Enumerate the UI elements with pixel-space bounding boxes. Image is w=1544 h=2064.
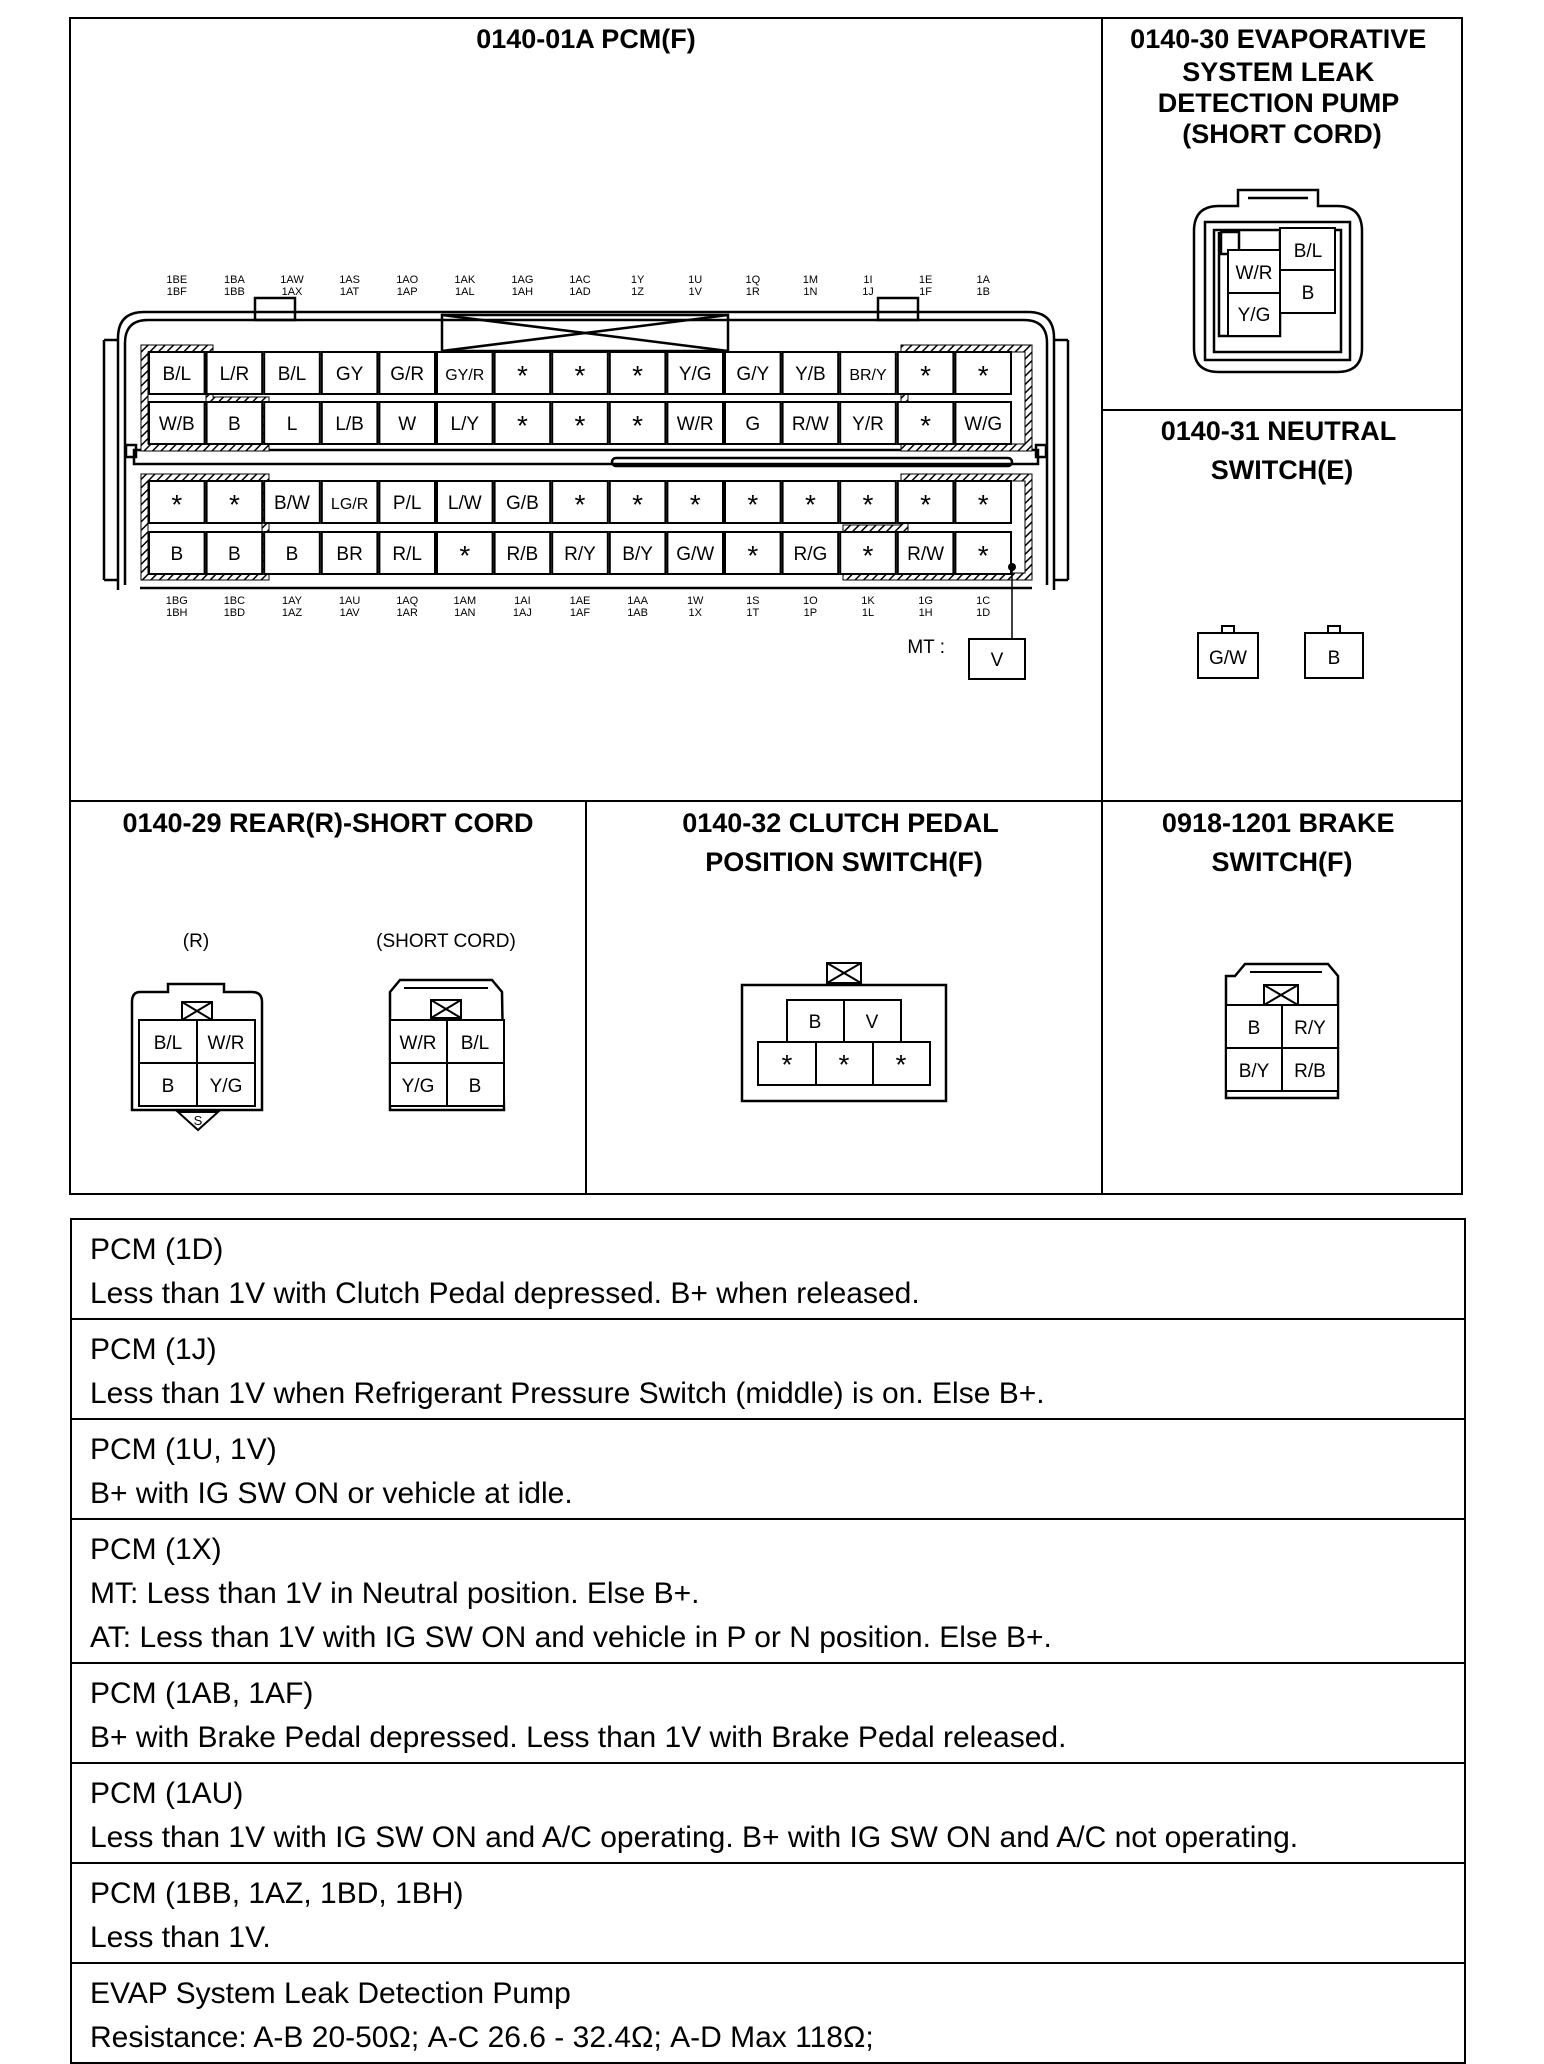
pcm-pin-label: 1AL [455, 286, 475, 298]
pcm-pin-label: 1Z [631, 286, 645, 298]
pcm-cavity-label: R/W [907, 544, 945, 565]
pcm-pin-label: 1K [861, 595, 875, 607]
short-cord-cell-bl: B/L [460, 1033, 490, 1054]
pcm-cavity-label: * [574, 410, 586, 441]
pcm-cavity-label: * [862, 540, 874, 571]
pcm-pin-label: 1AB [627, 607, 648, 619]
brake-cell-b: B [1247, 1018, 1261, 1039]
clutch-panel-title: 0140-32 CLUTCH PEDAL POSITION SWITCH(F) [682, 808, 999, 877]
pcm-cavity-label: Y/G [678, 364, 712, 385]
pcm-pin-label: 1AH [511, 286, 534, 298]
pcm-pin-label: 1Q [745, 274, 761, 286]
neutral-panel-title: 0140-31 NEUTRAL SWITCH(E) [1160, 416, 1396, 485]
pcm-cavity-label: * [920, 489, 932, 520]
pcm-cavity-label: L/R [219, 364, 250, 385]
pcm-pin-label: 1BB [224, 286, 245, 298]
pcm-cavity-label: R/B [506, 544, 539, 565]
pcm-cavity-label: G/Y [736, 364, 770, 385]
note-line: Less than 1V with IG SW ON and A/C operating. B+ with IG SW ON and A/C not operating. [90, 1821, 1299, 1854]
clutch-cell-star-2: * [838, 1049, 850, 1080]
note-line: Resistance: A-B 20-50Ω; A-C 26.6 - 32.4Ω; A-D Max 118Ω; [90, 2021, 874, 2054]
pcm-cavity-label: * [920, 410, 932, 441]
note-heading: PCM (1AB, 1AF) [90, 1677, 314, 1710]
rear-r-cell-bl: B/L [153, 1033, 183, 1054]
rear-r-connector [132, 984, 262, 1130]
pcm-pin-label: 1AD [569, 286, 591, 298]
pcm-cavity-label: Y/B [795, 364, 826, 385]
pcm-cavity-label: B/L [277, 364, 307, 385]
pcm-pin-label: 1AN [454, 607, 476, 619]
note-row [72, 1520, 1464, 1664]
pcm-cavity-label: * [804, 489, 816, 520]
evap-panel [1130, 24, 1434, 372]
brake-panel [1162, 808, 1402, 1098]
brake-panel-title: 0918-1201 BRAKE SWITCH(F) [1161, 808, 1395, 877]
pcm-bottom-pin-labels [166, 595, 990, 619]
rear-r-cell-yg: Y/G [209, 1076, 243, 1097]
neutral-cell-gw: G/W [1209, 648, 1247, 669]
pcm-cavity-label: L/Y [450, 414, 480, 435]
pcm-cavity-label: GY/R [445, 367, 485, 384]
pcm-pin-label: 1BE [166, 274, 188, 286]
note-heading: PCM (1AU) [90, 1777, 244, 1810]
pcm-cavity-label: * [977, 489, 989, 520]
pcm-cavity-label: B/W [274, 493, 310, 514]
pcm-cavity-label: * [171, 489, 183, 520]
clutch-cell-star-1: * [781, 1049, 793, 1080]
pcm-pin-label: 1W [686, 595, 704, 607]
pcm-cavity-label: P/L [392, 493, 422, 514]
pcm-cavity-label: * [747, 489, 759, 520]
note-row [72, 1664, 1464, 1764]
neutral-cell-b: B [1327, 648, 1341, 669]
pcm-pin-label: 1BD [223, 607, 246, 619]
pcm-pin-label: 1M [802, 274, 819, 286]
pcm-pin-label: 1AG [511, 274, 534, 286]
pcm-pin-label: 1B [976, 286, 990, 298]
note-row [72, 1764, 1464, 1864]
clutch-cell-star-3: * [895, 1049, 907, 1080]
note-row [72, 1420, 1464, 1520]
evap-cell-bl: B/L [1293, 241, 1323, 262]
pcm-pin-label: 1BH [166, 607, 188, 619]
rear-r-cell-wr: W/R [207, 1033, 245, 1054]
pcm-pin-label: 1E [918, 274, 933, 286]
note-row [72, 1864, 1464, 1964]
short-cord-cell-wr: W/R [399, 1033, 437, 1054]
clutch-cell-v: V [865, 1012, 879, 1033]
pcm-pin-label: 1G [918, 595, 933, 607]
pcm-cavity-label: G [745, 414, 761, 435]
rear-label-short-cord: (SHORT CORD) [376, 931, 516, 952]
pcm-pin-label: 1T [746, 607, 760, 619]
pcm-cavity-label: G/W [676, 544, 715, 565]
pcm-pin-label: 1AU [338, 595, 361, 607]
note-heading: PCM (1D) [90, 1233, 224, 1266]
pcm-pin-label: 1AQ [396, 595, 419, 607]
evap-cell-yg: Y/G [1237, 305, 1271, 326]
pcm-cavity-label: W/B [158, 414, 195, 435]
pcm-cavity-label: W/R [676, 414, 714, 435]
pcm-cavity-label: R/Y [564, 544, 596, 565]
brake-cell-ry: R/Y [1294, 1018, 1326, 1039]
pcm-pin-label: 1I [863, 274, 873, 286]
pcm-cavity-label: L [286, 414, 298, 435]
pcm-cavity-label: G/B [506, 493, 539, 514]
note-line: B+ with Brake Pedal depressed. Less than 1V with Brake Pedal released. [90, 1721, 1067, 1754]
pcm-pin-label: 1AZ [281, 607, 303, 619]
pcm-pin-label: 1BF [166, 286, 187, 298]
pcm-cavity-label: B [228, 414, 241, 435]
pcm-cavity-label: BR [336, 544, 363, 565]
pcm-cavity-label: B/Y [622, 544, 653, 565]
pcm-pin-label: 1AA [627, 595, 648, 607]
pcm-pin-label: 1BC [223, 595, 246, 607]
pcm-cavity-label: B [170, 544, 184, 565]
pcm-cavity-label: B/L [162, 364, 192, 385]
rear-panel [122, 808, 533, 1130]
pcm-pin-label: 1N [803, 286, 818, 298]
short-cord-cell-yg: Y/G [401, 1076, 435, 1097]
mt-value: V [990, 650, 1004, 671]
rear-r-cell-b: B [161, 1076, 175, 1097]
pcm-cavity-label: * [574, 489, 586, 520]
rear-r-mark: S [193, 1113, 203, 1128]
pcm-pin-label: 1AE [569, 595, 591, 607]
pcm-cavity-label: R/W [791, 414, 829, 435]
pcm-cavity-label: * [977, 360, 989, 391]
note-row [72, 1964, 1464, 2062]
clutch-cell-b: B [808, 1012, 822, 1033]
pcm-pin-label: 1AO [396, 274, 419, 286]
note-row [72, 1320, 1464, 1420]
pcm-pin-label: 1AJ [512, 607, 532, 619]
pcm-cavity-label: * [459, 540, 471, 571]
pcm-pin-label: 1P [803, 607, 818, 619]
pcm-top-pin-labels [166, 274, 990, 298]
pcm-pin-label: 1H [918, 607, 933, 619]
pcm-pin-label: 1AW [280, 274, 304, 286]
note-line: Less than 1V when Refrigerant Pressure Switch (middle) is on. Else B+. [90, 1377, 1045, 1410]
pcm-pin-label: 1AM [453, 595, 477, 607]
pcm-cavity-label: * [862, 489, 874, 520]
note-line: B+ with IG SW ON or vehicle at idle. [90, 1477, 573, 1510]
pcm-pin-label: 1AV [339, 607, 360, 619]
pcm-pin-label: 1V [688, 286, 702, 298]
pcm-pin-label: 1O [803, 595, 818, 607]
pcm-connector [104, 274, 1068, 679]
pcm-cavity-label: W [398, 414, 417, 435]
pcm-cavity-label: BR/Y [849, 367, 887, 384]
pcm-pin-label: 1S [746, 595, 760, 607]
pcm-pin-label: 1AI [514, 595, 531, 607]
pcm-cavity-label: * [920, 360, 932, 391]
pcm-pin-label: 1AY [282, 595, 302, 607]
pcm-cavity-label: * [689, 489, 701, 520]
pcm-pin-label: 1BG [165, 595, 188, 607]
clutch-panel [682, 808, 1006, 1101]
pcm-pin-label: 1AF [569, 607, 591, 619]
pcm-pin-label: 1Y [630, 274, 645, 286]
pcm-cavity-label: * [747, 540, 759, 571]
pcm-pin-label: 1BA [224, 274, 245, 286]
notes-table [70, 1218, 1466, 2064]
note-line: Less than 1V with Clutch Pedal depressed. B+ when released. [90, 1277, 920, 1310]
pcm-pin-label: 1J [862, 286, 874, 298]
note-line: AT: Less than 1V with IG SW ON and vehicle in P or N position. Else B+. [90, 1621, 1052, 1654]
evap-cell-wr: W/R [1235, 263, 1273, 284]
pcm-cavity-label: L/W [447, 493, 482, 514]
pcm-cavity-label: * [574, 360, 586, 391]
pcm-pin-label: 1D [976, 607, 991, 619]
pcm-pin-label: 1C [976, 595, 991, 607]
pcm-pin-label: 1A [976, 274, 990, 286]
short-cord-cell-b: B [468, 1076, 482, 1097]
note-heading: PCM (1X) [90, 1533, 222, 1566]
pcm-pin-label: 1AX [281, 286, 303, 298]
evap-panel-title: 0140-30 EVAPORATIVE SYSTEM LEAK DETECTION PUMP (SHORT CORD) [1130, 24, 1427, 149]
pcm-pin-label: 1F [919, 286, 933, 298]
pcm-cavity-label: * [228, 489, 240, 520]
pcm-cavity-label: G/R [390, 364, 425, 385]
pcm-cavity-label: * [516, 360, 528, 391]
mt-label: MT : [907, 637, 945, 658]
pcm-cavity-label: L/B [335, 414, 364, 435]
pcm-pin-label: 1L [861, 607, 875, 619]
neutral-panel [1161, 416, 1404, 678]
pcm-pin-label: 1AK [454, 274, 476, 286]
pcm-pin-label: 1AR [396, 607, 418, 619]
note-heading: PCM (1U, 1V) [90, 1433, 277, 1466]
pcm-cavity-label: R/L [392, 544, 422, 565]
pcm-cavity-label: GY [335, 364, 364, 385]
pcm-cavity-label: * [516, 410, 528, 441]
note-line: MT: Less than 1V in Neutral position. Else B+. [90, 1577, 700, 1610]
rear-panel-title: 0140-29 REAR(R)-SHORT CORD [122, 808, 534, 838]
pcm-pin-label: 1AT [339, 286, 360, 298]
pcm-cavity-label: W/G [964, 414, 1003, 435]
brake-cell-rb: R/B [1294, 1061, 1326, 1082]
brake-cell-by: B/Y [1238, 1061, 1270, 1082]
note-heading: PCM (1J) [90, 1333, 217, 1366]
pcm-cavity-label: * [632, 360, 644, 391]
pcm-pin-label: 1R [745, 286, 760, 298]
pcm-pin-label: 1AC [569, 274, 591, 286]
pcm-cavity-label: B [285, 544, 299, 565]
pcm-cavity-label: LG/R [330, 496, 369, 513]
pcm-panel-title: 0140-01A PCM(F) [476, 24, 696, 54]
note-line: Less than 1V. [90, 1921, 271, 1954]
pcm-cavity-label: R/G [793, 544, 828, 565]
pcm-cavity-label: B [228, 544, 241, 565]
pcm-cavity-label: * [632, 410, 644, 441]
pcm-pin-label: 1AP [396, 286, 418, 298]
note-heading: EVAP System Leak Detection Pump [90, 1977, 571, 2010]
rear-label-r: (R) [182, 931, 210, 952]
pcm-cavity-label: Y/R [852, 414, 884, 435]
evap-cell-b: B [1301, 283, 1315, 304]
pcm-pin-label: 1AS [339, 274, 360, 286]
pcm-cavity-label: * [632, 489, 644, 520]
note-heading: PCM (1BB, 1AZ, 1BD, 1BH) [90, 1877, 464, 1910]
pcm-pin-label: 1U [688, 274, 703, 286]
note-row [72, 1220, 1464, 1320]
pcm-pin-label: 1X [688, 607, 702, 619]
pcm-cavity-label: * [977, 540, 989, 571]
